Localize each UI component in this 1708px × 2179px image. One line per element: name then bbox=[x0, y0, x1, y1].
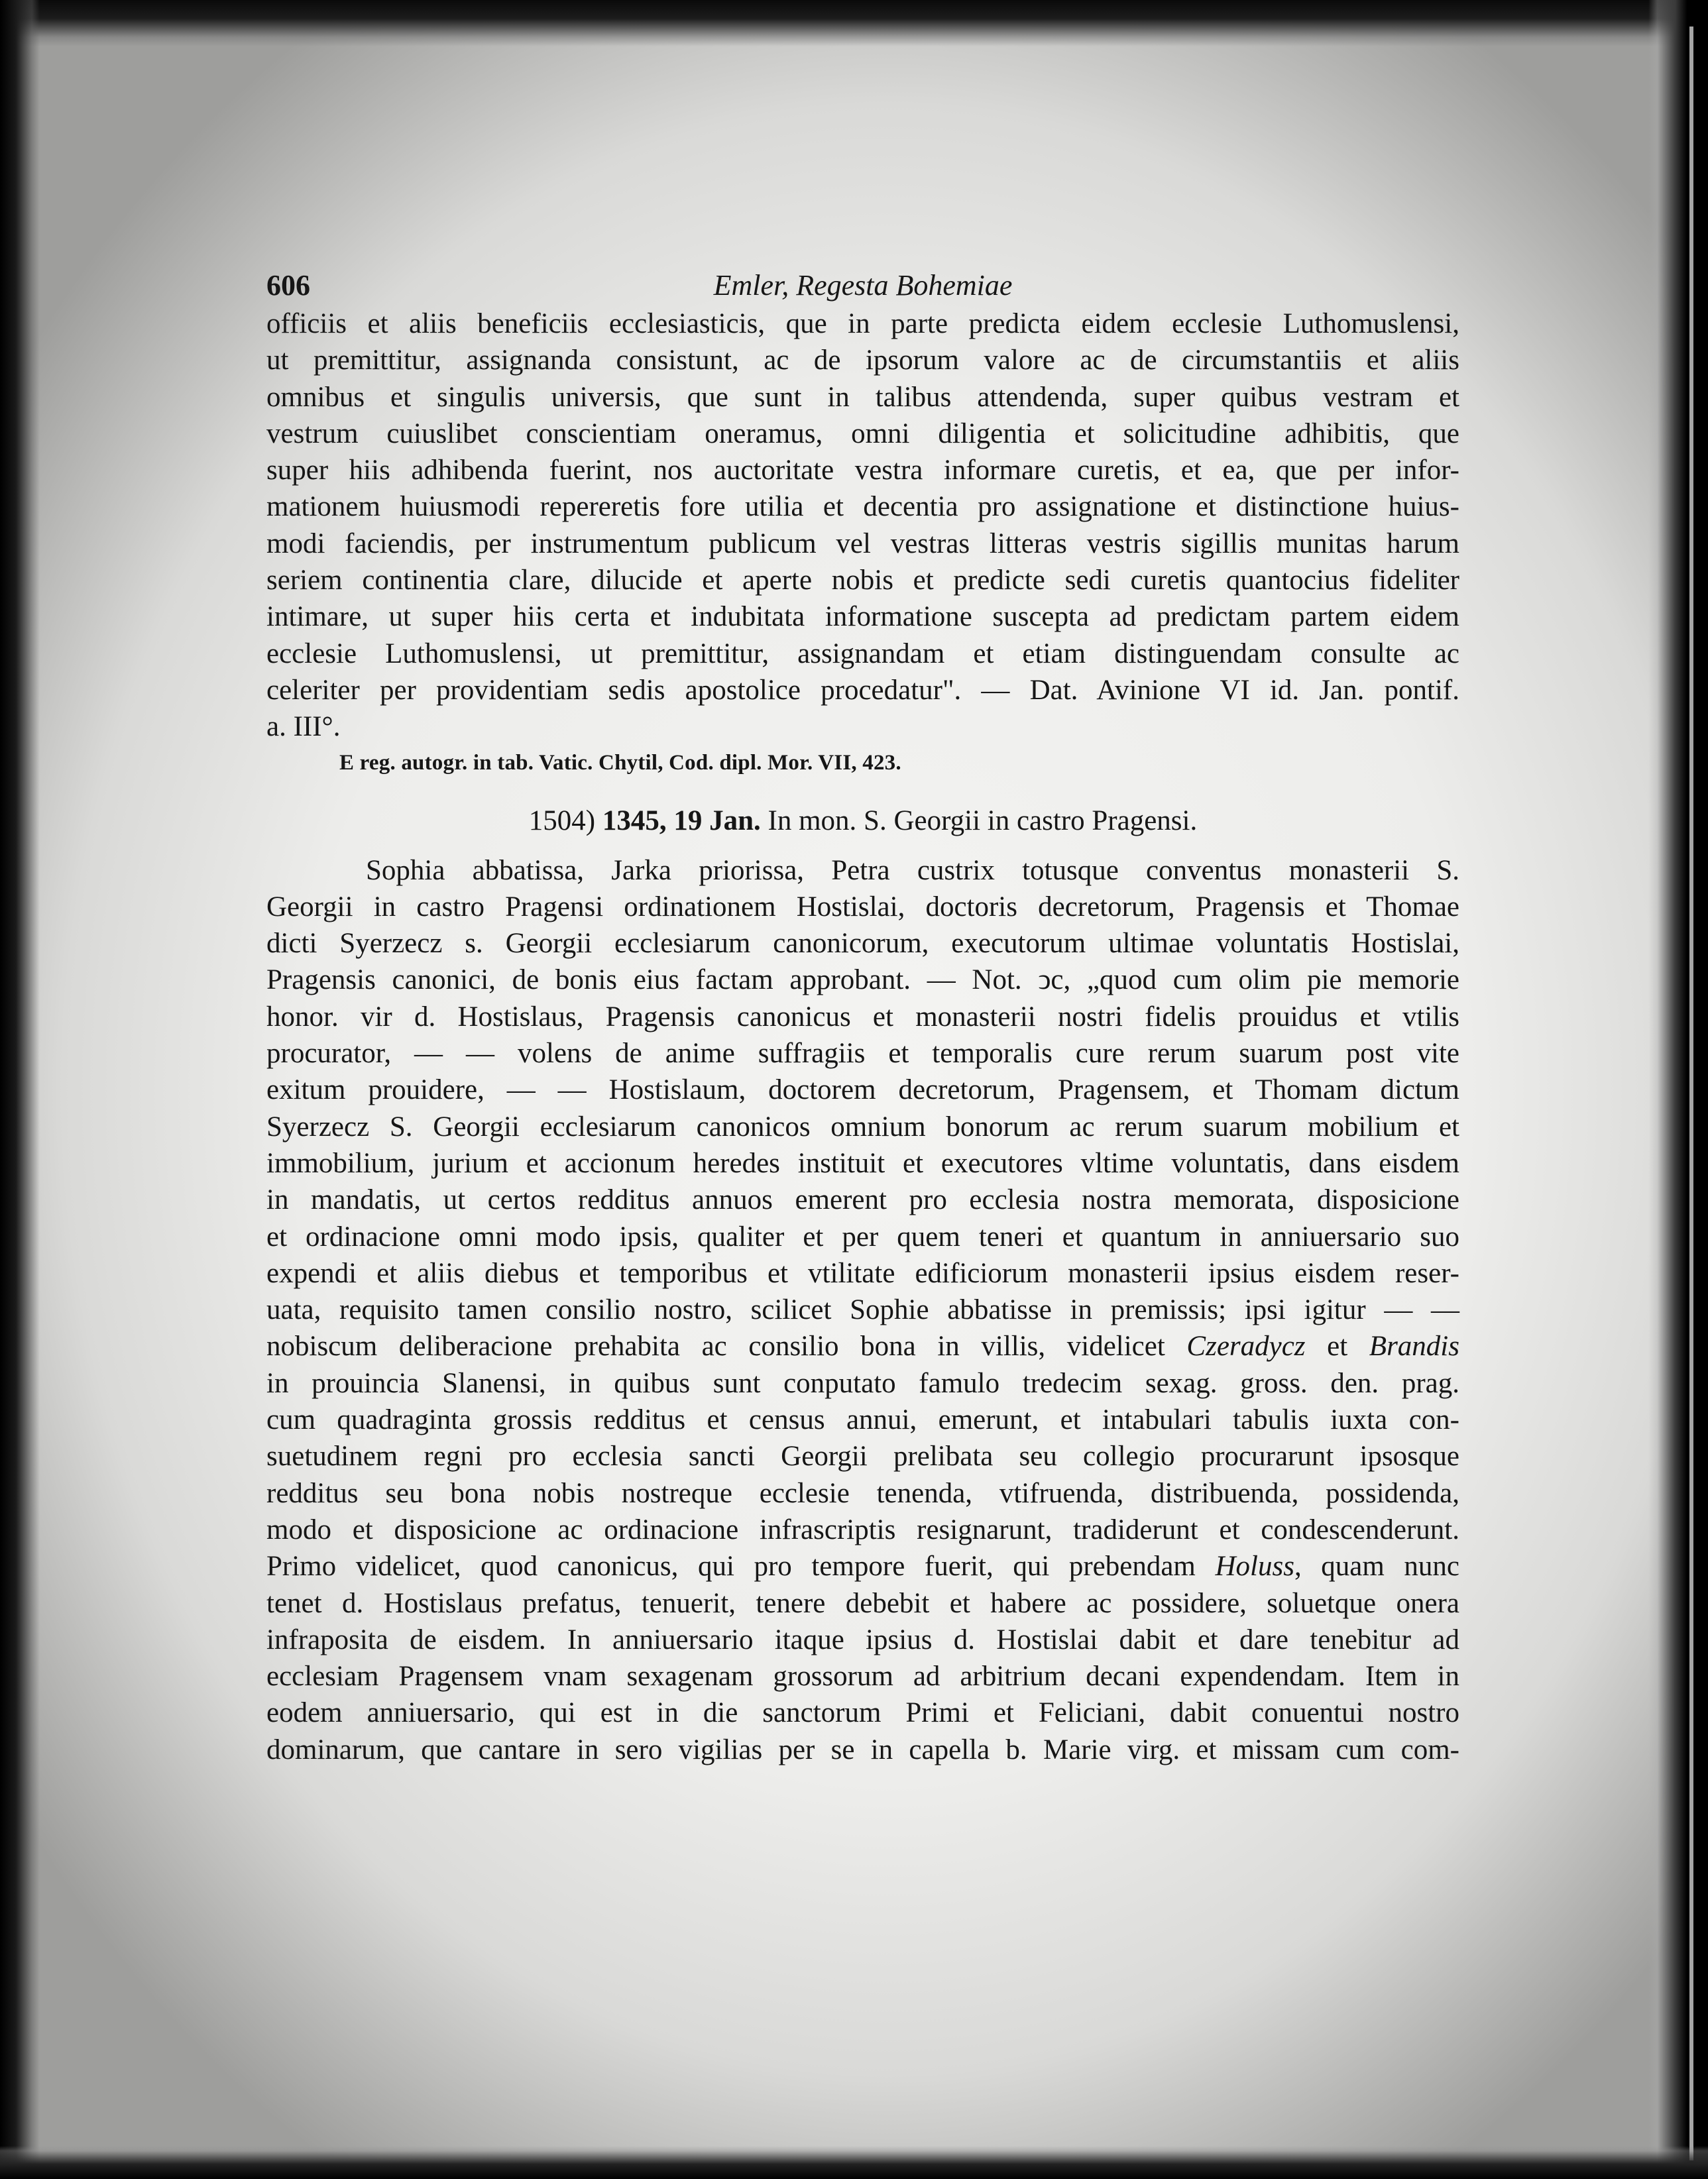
text-line: eodem anniuersario, qui est in die sanctorum Primi et Feliciani, dabit conuentui nostro bbox=[266, 1697, 1459, 1729]
scan-border-right bbox=[1648, 0, 1708, 2179]
text-line: in prouincia Slanensi, in quibus sunt conputato famulo tredecim sexag. gross. den. prag. bbox=[266, 1367, 1459, 1399]
text-line: mationem huiusmodi repereretis fore utilia et decentia pro assignatione et distinctione huius- bbox=[266, 491, 1459, 523]
text-line: infraposita de eisdem. In anniuersario itaque ipsius d. Hostislai dabit et dare tenebitur ad bbox=[266, 1624, 1459, 1655]
entry-number: 1504) bbox=[528, 805, 596, 836]
place-name-czeradycz: Czeradycz bbox=[1186, 1331, 1306, 1363]
text-line: redditus seu bona nobis nostreque ecclesie tenenda, vtifruenda, distribuenda, possidenda, bbox=[266, 1477, 1459, 1509]
scan-border-top bbox=[0, 0, 1708, 46]
text-run: Primo videlicet, quod canonicus, qui pro tempore fuerit, qui prebendam bbox=[266, 1551, 1216, 1583]
text-line bbox=[266, 1548, 1459, 1585]
text-line: suetudinem regni pro ecclesia sancti Georgii prelibata seu collegio procurarunt ipsosque bbox=[266, 1441, 1459, 1473]
running-title: Emler, Regesta Bohemiae bbox=[713, 269, 1013, 302]
text-line: a. III°. bbox=[266, 711, 341, 743]
text-line: ecclesie Luthomuslensi, ut premittitur, assignandam et etiam distinguendam consulte ac bbox=[266, 638, 1459, 669]
text-line: ecclesiam Pragensem vnam sexagenam grossorum ad arbitrium decani expendendam. Item in bbox=[266, 1661, 1459, 1693]
source-note: E reg. autogr. in tab. Vatic. Chytil, Cod. dipl. Mor. VII, 423. bbox=[339, 750, 901, 775]
scan-border-bottom bbox=[0, 2146, 1708, 2179]
entry-place: In mon. S. Georgii in castro Pragensi. bbox=[768, 805, 1198, 836]
page-number: 606 bbox=[266, 269, 310, 302]
scan-border-left bbox=[0, 0, 40, 2179]
text-line: expendi et aliis diebus et temporibus et vtilitate edificiorum monasterii ipsius eisdem reser- bbox=[266, 1257, 1459, 1289]
text-line: dominarum, que cantare in sero vigilias per se in capella b. Marie virg. et missam cum com- bbox=[266, 1734, 1459, 1765]
text-line: modo et disposicione ac ordinacione infrascriptis resignarunt, tradiderunt et condescenderunt. bbox=[266, 1514, 1459, 1545]
text-line: ut premittitur, assignanda consistunt, ac de ipsorum valore ac de circumstantiis et aliis bbox=[266, 345, 1459, 376]
entry-heading bbox=[266, 803, 1459, 839]
text-line bbox=[266, 1328, 1459, 1365]
text-line: immobilium, jurium et accionum heredes instituit et executores vltime voluntatis, dans eisdem bbox=[266, 1147, 1459, 1179]
text-line: procurator, — — volens de anime suffragiis et temporalis cure rerum suarum post vite bbox=[266, 1038, 1459, 1070]
text-line: honor. vir d. Hostislaus, Pragensis canonicus et monasterii nostri fidelis prouidus et vtilis bbox=[266, 1001, 1459, 1033]
text-line: celeriter per providentiam sedis apostolice procedatur". — Dat. Avinione VI id. Jan. pontif. bbox=[266, 674, 1459, 706]
scan-border-right-strip bbox=[1689, 27, 1693, 2160]
text-line: Sophia abbatissa, Jarka priorissa, Petra custrix totusque conventus monasterii S. bbox=[366, 854, 1459, 886]
place-name-brandis: Brandis bbox=[1369, 1331, 1459, 1363]
text-line: uata, requisito tamen consilio nostro, scilicet Sophie abbatisse in premissis; ipsi igitur — — bbox=[266, 1294, 1459, 1326]
entry-paragraph bbox=[266, 852, 1459, 1768]
text-line: dicti Syerzecz s. Georgii ecclesiarum canonicorum, executorum ultimae voluntatis Hostislai, bbox=[266, 928, 1459, 960]
place-name-holuss: Holuss bbox=[1215, 1551, 1294, 1583]
text-line: vestrum cuiuslibet conscientiam oneramus, omni diligentia et solicitudine adhibitis, que bbox=[266, 418, 1459, 449]
text-line: modi faciendis, per instrumentum publicum vel vestras litteras vestris sigillis munitas harum bbox=[266, 528, 1459, 559]
text-line: seriem continentia clare, dilucide et aperte nobis et predicte sedi curetis quantocius fideliter bbox=[266, 565, 1459, 596]
text-line: Pragensis canonici, de bonis eius factam approbant. — Not. ͻc, „quod cum olim pie memorie bbox=[266, 964, 1459, 996]
text-run: , quam nunc bbox=[1294, 1551, 1459, 1583]
text-line: Georgii in castro Pragensi ordinationem Hostislai, doctoris decretorum, Pragensis et Thomae bbox=[266, 891, 1459, 922]
text-line: Syerzecz S. Georgii ecclesiarum canonicos omnium bonorum ac rerum suarum mobilium et bbox=[266, 1111, 1459, 1143]
text-line: et ordinacione omni modo ipsis, qualiter et per quem teneri et quantum in anniuersario suo bbox=[266, 1221, 1459, 1253]
text-line: intimare, ut super hiis certa et indubitata informatione suscepta ad predictam partem eidem bbox=[266, 601, 1459, 633]
text-line: cum quadraginta grossis redditus et census annui, emerunt, et intabulari tabulis iuxta con- bbox=[266, 1404, 1459, 1436]
entry-date: 1345, 19 Jan. bbox=[602, 805, 761, 836]
text-line: exitum prouidere, — — Hostislaum, doctorem decretorum, Pragensem, et Thomam dictum bbox=[266, 1074, 1459, 1106]
text-line: omnibus et singulis universis, que sunt in talibus attendenda, super quibus vestram et bbox=[266, 381, 1459, 413]
text-line: in mandatis, ut certos redditus annuos emerent pro ecclesia nostra memorata, disposicione bbox=[266, 1184, 1459, 1216]
text-line: officiis et aliis beneficiis ecclesiasticis, que in parte predicta eidem ecclesie Luthomuslensi, bbox=[266, 308, 1459, 339]
text-run: nobiscum deliberacione prehabita ac consilio bona in villis, videlicet bbox=[266, 1331, 1187, 1363]
continuation-paragraph bbox=[266, 306, 1459, 746]
running-head bbox=[266, 262, 1459, 306]
text-line: tenet d. Hostislaus prefatus, tenuerit, tenere debebit et habere ac possidere, soluetque onera bbox=[266, 1587, 1459, 1619]
text-line: super hiis adhibenda fuerint, nos auctoritate vestra informare curetis, et ea, que per infor- bbox=[266, 455, 1459, 486]
text-run: et bbox=[1305, 1331, 1369, 1363]
page-text bbox=[266, 262, 1459, 1768]
